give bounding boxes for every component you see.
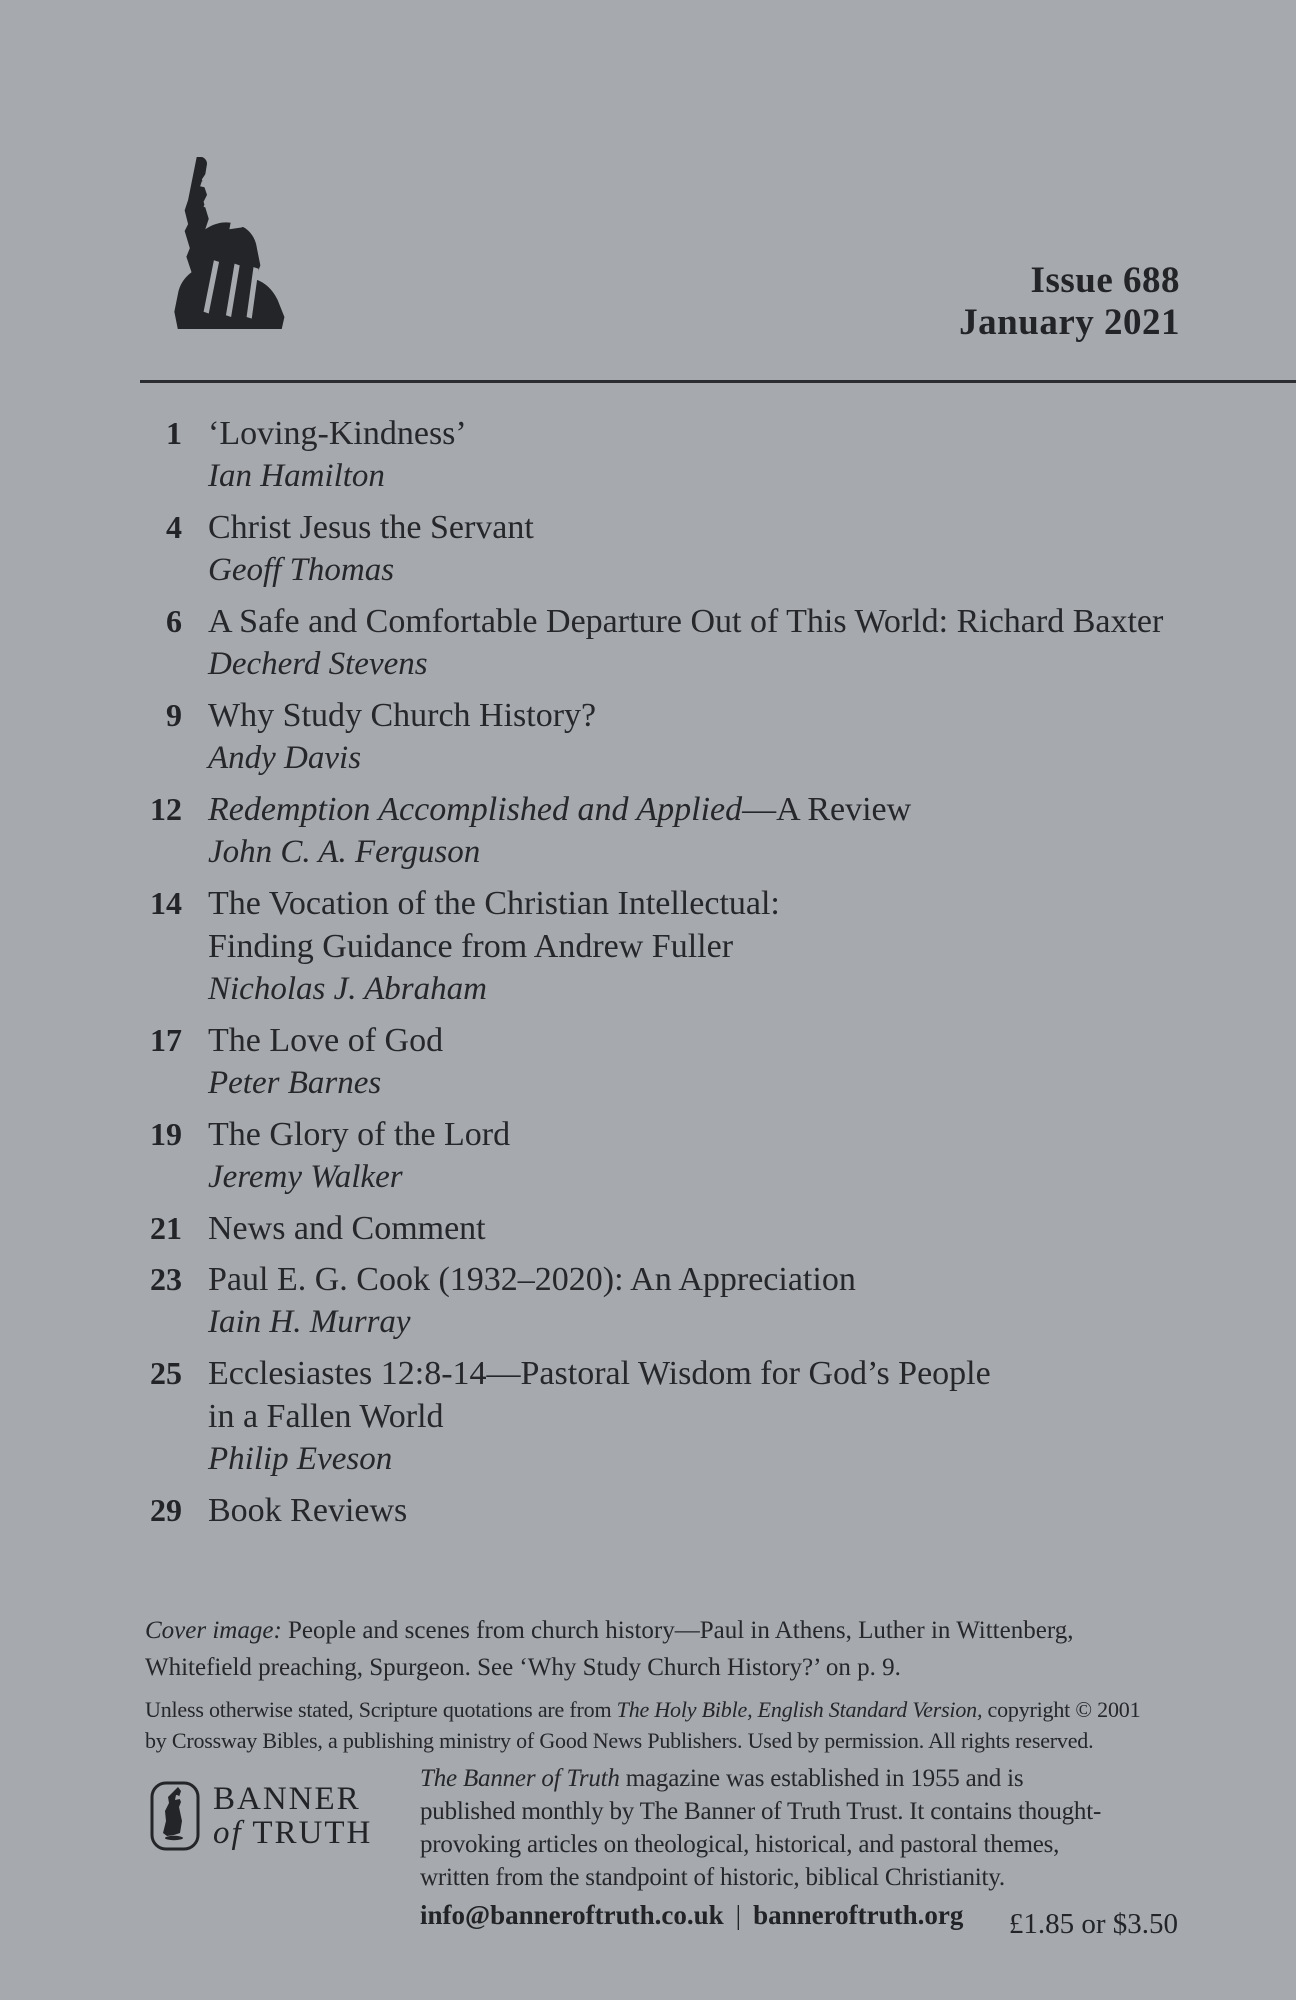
text: Whitefield preaching, Spurgeon. See ‘Why Study Church History?’ on p. 9. xyxy=(145,1654,901,1681)
italic-text: Redemption Accomplished and Applied xyxy=(208,791,743,828)
toc-page-number: 14 xyxy=(150,885,182,921)
toc-author: Jeremy Walker xyxy=(208,1159,403,1195)
toc-page-number: 12 xyxy=(150,791,182,827)
toc-entry xyxy=(120,1258,1256,1344)
toc-title xyxy=(208,506,1256,549)
toc-title xyxy=(208,1207,1256,1250)
wordmark-line1: BANNER xyxy=(213,1781,361,1817)
issue-info xyxy=(959,260,1180,344)
toc-author: John C. A. Ferguson xyxy=(208,834,481,870)
toc-title xyxy=(208,1395,1256,1438)
text-line xyxy=(145,1612,1073,1649)
toc-page-number: 9 xyxy=(166,697,182,733)
toc-entry-body xyxy=(208,788,1256,874)
scripture-note xyxy=(145,1694,1140,1756)
text: Book Reviews xyxy=(208,1492,408,1529)
toc-title xyxy=(208,600,1256,643)
text: copyright © 2001 xyxy=(982,1697,1141,1722)
text: —A Review xyxy=(742,791,912,828)
text-line xyxy=(145,1649,1073,1686)
toc-title xyxy=(208,788,1256,831)
text-line xyxy=(420,1795,1101,1828)
header-divider xyxy=(140,380,1296,383)
toc-title xyxy=(208,882,1256,925)
text-line xyxy=(420,1762,1101,1795)
text: provoking articles on theological, historical, and pastoral themes, xyxy=(420,1831,1060,1858)
text: in a Fallen World xyxy=(208,1398,444,1435)
toc-page-number: 23 xyxy=(150,1261,182,1297)
magazine-blurb xyxy=(420,1762,1101,1894)
toc-entry-body xyxy=(208,1207,1256,1250)
toc-entry-body xyxy=(208,506,1256,592)
banner-wordmark xyxy=(213,1781,372,1850)
contact-line xyxy=(420,1900,963,1931)
text: magazine was established in 1955 and is xyxy=(619,1765,1024,1792)
text: Christ Jesus the Servant xyxy=(208,509,534,546)
toc-entry-body xyxy=(208,1113,1256,1199)
website-url: banneroftruth.org xyxy=(753,1900,964,1930)
toc-entry xyxy=(120,788,1256,874)
toc-entry-body xyxy=(208,1352,1256,1481)
toc-title xyxy=(208,412,1256,455)
cover-image-note xyxy=(145,1612,1073,1686)
toc-entry xyxy=(120,1019,1256,1105)
text: by Crossway Bibles, a publishing ministry of Good News Publishers. Used by permission. All rights reserved. xyxy=(145,1728,1094,1753)
toc-entry-body xyxy=(208,1019,1256,1105)
toc-author: Decherd Stevens xyxy=(208,646,428,682)
text-line xyxy=(420,1861,1101,1894)
toc-page-number: 21 xyxy=(150,1210,182,1246)
toc-entry-body xyxy=(208,1258,1256,1344)
toc-entry xyxy=(120,1489,1256,1532)
issue-date: January 2021 xyxy=(959,302,1180,343)
toc-page-number: 6 xyxy=(166,603,182,639)
toc-entry xyxy=(120,882,1256,1011)
banner-logo-mark-icon xyxy=(150,1781,200,1851)
toc-entry xyxy=(120,506,1256,592)
toc-entry xyxy=(120,1207,1256,1250)
toc-author: Philip Eveson xyxy=(208,1441,393,1477)
toc-entry-body xyxy=(208,882,1256,1011)
text: Unless otherwise stated, Scripture quotations are from xyxy=(145,1697,617,1722)
text: written from the standpoint of historic, biblical Christianity. xyxy=(420,1864,1005,1891)
toc-title xyxy=(208,1352,1256,1395)
text-line xyxy=(145,1725,1140,1756)
toc-author: Ian Hamilton xyxy=(208,458,385,494)
banner-of-truth-logo xyxy=(150,1781,372,1851)
toc-title xyxy=(208,1258,1256,1301)
toc-title xyxy=(208,1489,1256,1532)
toc-entry-body xyxy=(208,412,1256,498)
toc-author: Andy Davis xyxy=(208,740,362,776)
toc-title xyxy=(208,1019,1256,1062)
italic-text: The Holy Bible, English Standard Version, xyxy=(616,1697,983,1722)
toc-page-number: 4 xyxy=(166,509,182,545)
price: £1.85 or $3.50 xyxy=(1008,1908,1178,1940)
toc-author: Nicholas J. Abraham xyxy=(208,971,487,1007)
toc-page-number: 17 xyxy=(150,1022,182,1058)
text: Paul E. G. Cook (1932–2020): An Appreciation xyxy=(208,1261,856,1298)
toc-title xyxy=(208,925,1256,968)
toc-entry xyxy=(120,600,1256,686)
toc-entry-body xyxy=(208,694,1256,780)
toc-title xyxy=(208,694,1256,737)
text: Why Study Church History? xyxy=(208,697,597,734)
toc-entry-body xyxy=(208,1489,1256,1532)
text: Finding Guidance from Andrew Fuller xyxy=(208,928,734,965)
text: ‘Loving-Kindness’ xyxy=(208,415,467,452)
issue-number: Issue 688 xyxy=(1030,260,1180,301)
text: A Safe and Comfortable Departure Out of This World: Richard Baxter xyxy=(208,603,1164,640)
italic-text: Cover image: xyxy=(145,1617,282,1644)
text-line xyxy=(145,1694,1140,1725)
toc-author: Iain H. Murray xyxy=(208,1304,411,1340)
toc-entry xyxy=(120,412,1256,498)
toc-entry-body xyxy=(208,600,1256,686)
toc-page-number: 19 xyxy=(150,1116,182,1152)
toc-author: Peter Barnes xyxy=(208,1065,382,1101)
toc-entry xyxy=(120,1352,1256,1481)
wordmark-line2: of TRUTH xyxy=(213,1815,373,1851)
toc-page-number: 1 xyxy=(166,415,182,451)
text: People and scenes from church history—Paul in Athens, Luther in Wittenberg, xyxy=(281,1617,1074,1644)
toc-page-number: 25 xyxy=(150,1355,182,1391)
text-line xyxy=(420,1828,1101,1861)
toc-entry xyxy=(120,694,1256,780)
text: published monthly by The Banner of Truth Trust. It contains thought- xyxy=(420,1798,1102,1825)
toc-page-number: 29 xyxy=(150,1492,182,1528)
text: The Glory of the Lord xyxy=(208,1116,511,1153)
email-address: info@banneroftruth.co.uk xyxy=(420,1900,724,1930)
toc-entry xyxy=(120,1113,1256,1199)
italic-text: The Banner of Truth xyxy=(420,1765,620,1792)
text: Ecclesiastes 12:8-14—Pastoral Wisdom for God’s People xyxy=(208,1355,991,1392)
text: The Vocation of the Christian Intellectual: xyxy=(208,885,780,922)
text: The Love of God xyxy=(208,1022,444,1059)
toc-title xyxy=(208,1113,1256,1156)
text: News and Comment xyxy=(208,1210,486,1247)
toc-list xyxy=(120,412,1256,1540)
toc-author: Geoff Thomas xyxy=(208,552,395,588)
separator: | xyxy=(735,1900,742,1930)
preacher-figure-icon xyxy=(145,157,300,329)
